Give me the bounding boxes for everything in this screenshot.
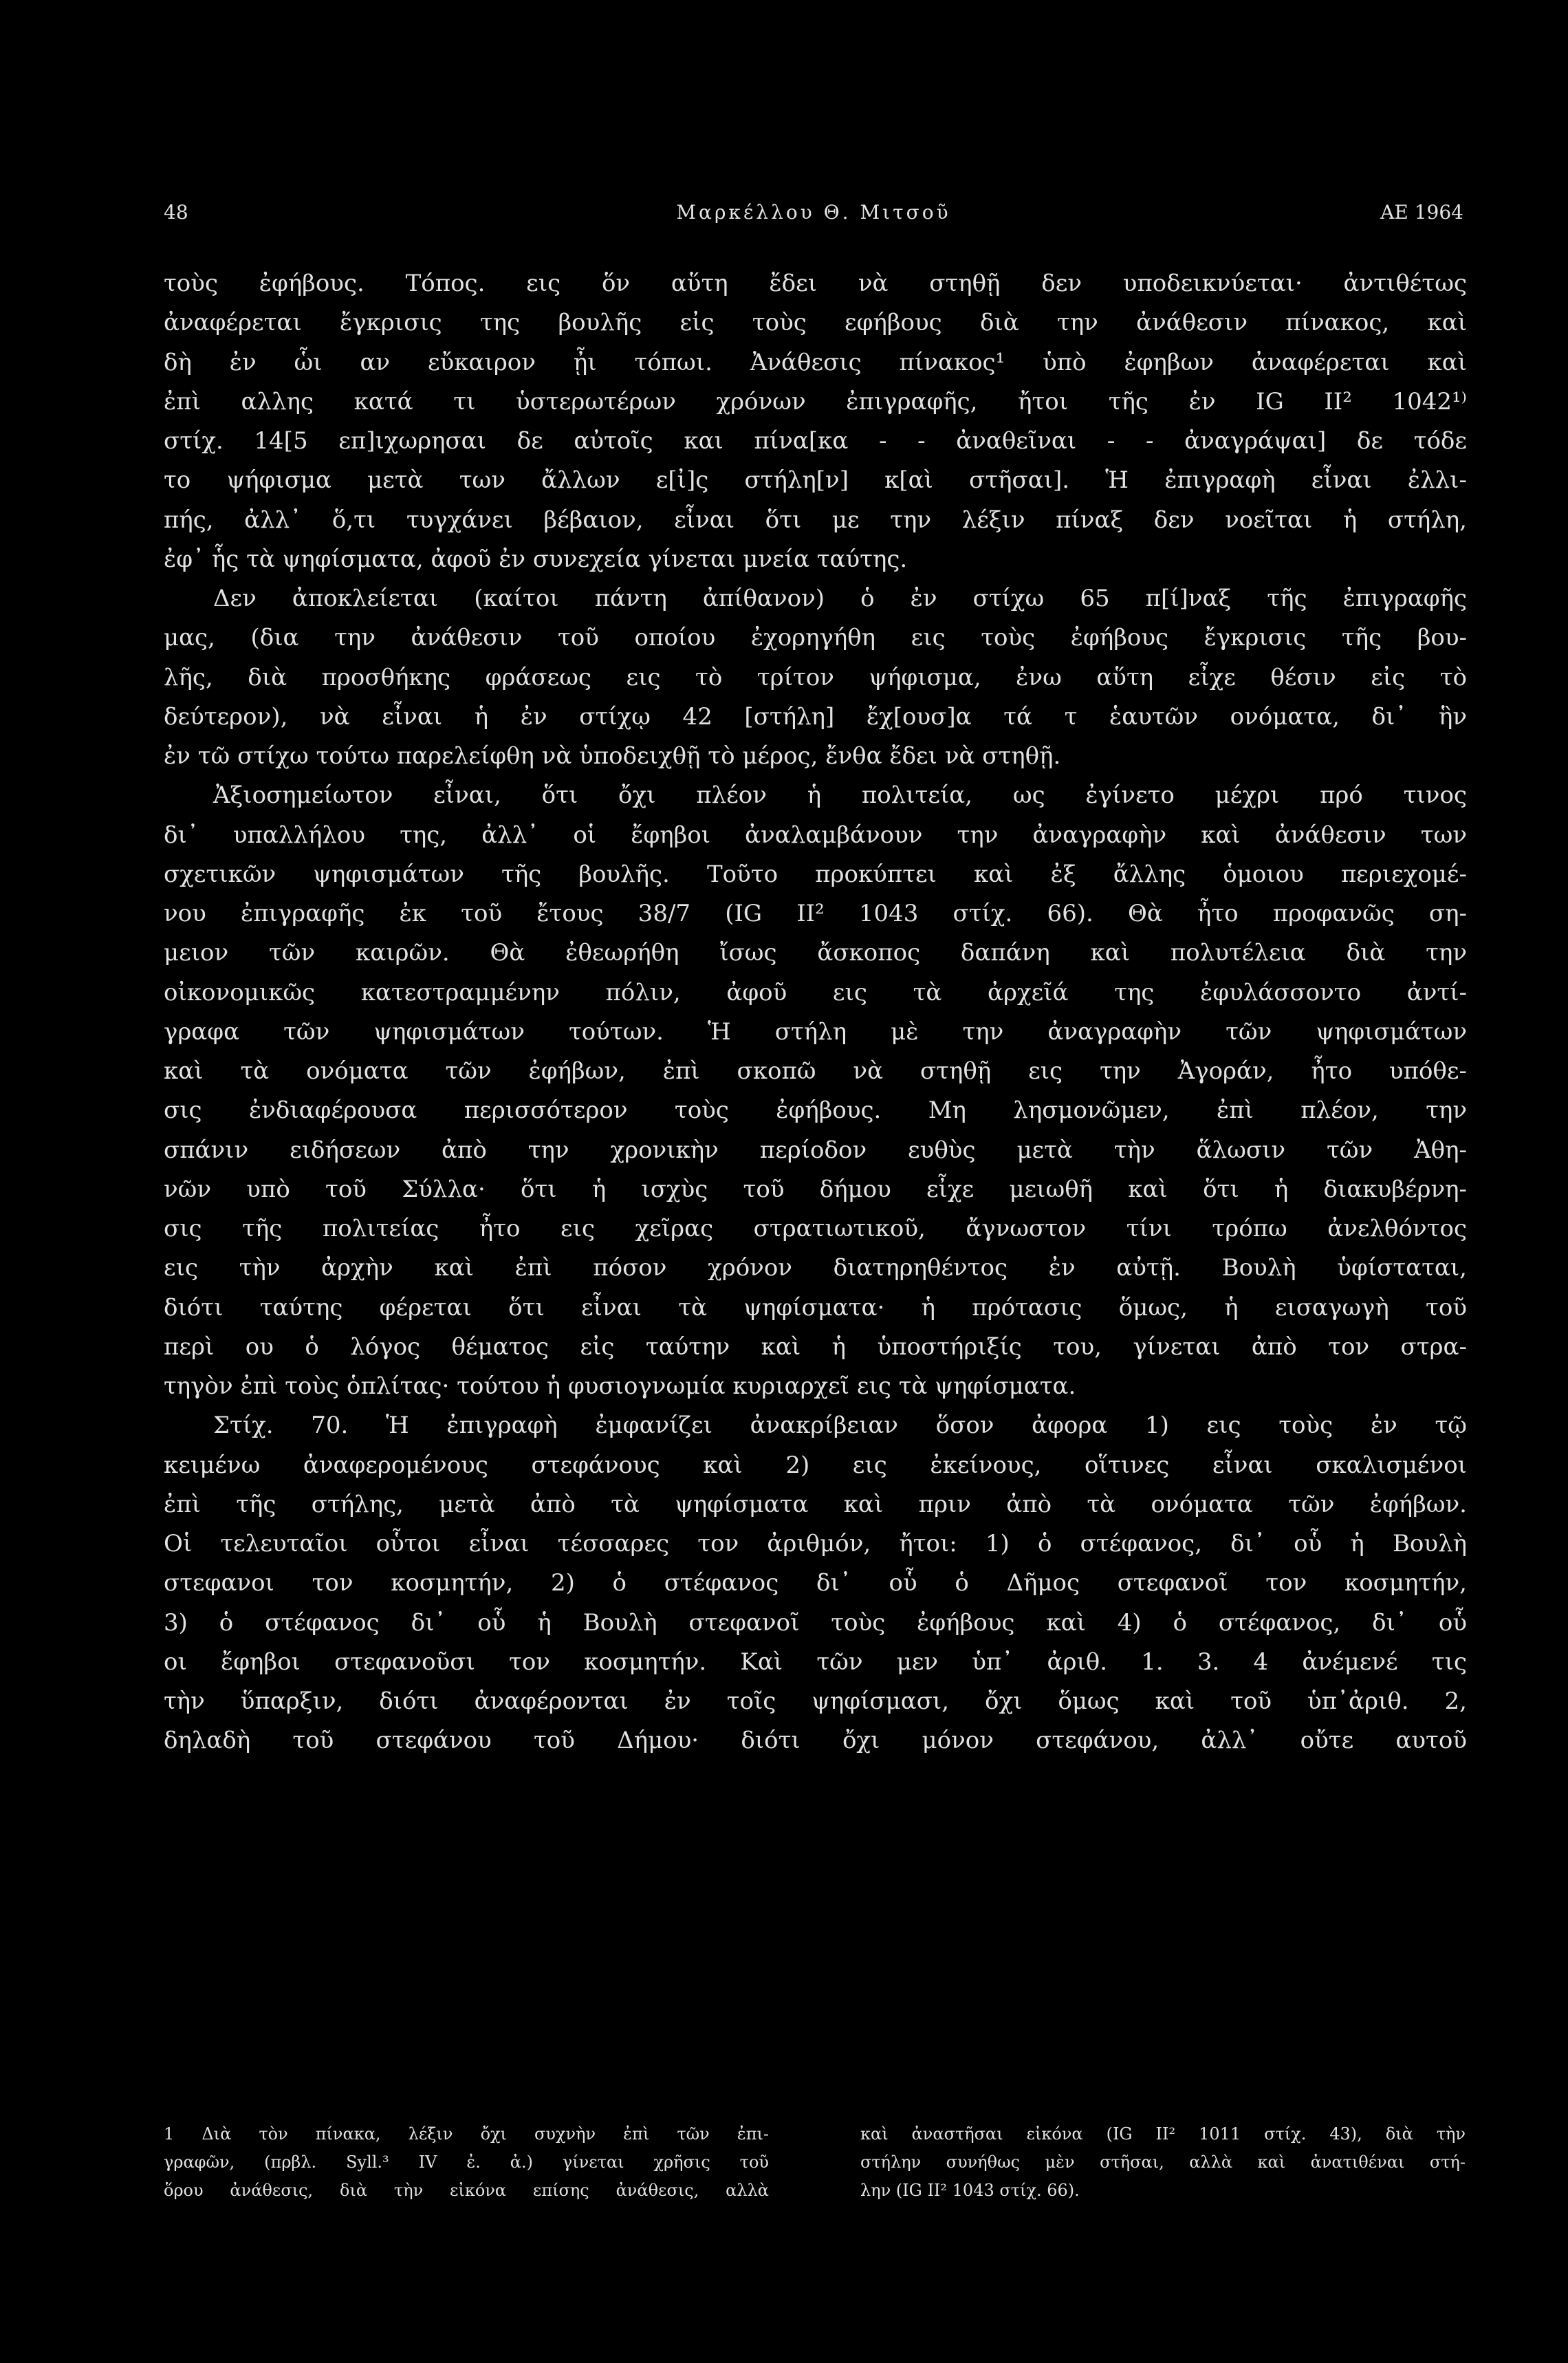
paragraph-start-line: Ἀξιοσημείωτον εἶναι, ὅτι ὄχι πλέον ἡ πολιτεία, ως ἐγίνετο μέχρι πρό τινος [213, 781, 1467, 810]
text-line: περὶ ου ὁ λόγος θέματος εἰς ταύτην καὶ ἡ ὑποστήριξίς του, γίνεται ἀπὸ τον στρα- [164, 1332, 1467, 1361]
running-title: Μαρκέλλου Θ. Μιτσοῦ [676, 201, 951, 224]
text-line: εις τὴν ἀρχὴν καὶ ἐπὶ πόσον χρόνον διατηρηθέντος ἐν αὐτῇ. Βουλὴ ὑφίσταται, [164, 1254, 1467, 1282]
text-line: στίχ. 14[5 επ]ιχωρησαι δε αὐτοῖς και πίνα[κα - - ἀναθεῖναι - - ἀναγράψαι] δε τόδε [164, 427, 1467, 455]
text-line: ἐν τῶ στίχω τούτω παρελείφθη νὰ ὑποδειχθῇ τὸ μέρος, ἔνθα ἔδει νὰ στηθῇ. [164, 742, 1061, 770]
footnote-line: ὅρου ἀνάθεσις, διὰ τὴν εἰκόνα επίσης ἀνάθεσις, αλλὰ [164, 2181, 769, 2200]
text-line: στεφανοι τον κοσμητήν, 2) ὁ στέφανος δι᾽ οὗ ὁ Δῆμος στεφανοῖ τον κοσμητήν, [164, 1569, 1467, 1597]
text-line: οἰκονομικῶς κατεστραμμένην πόλιν, ἀφοῦ εις τὰ ἀρχεῖά της ἐφυλάσσοντο ἀντί- [164, 978, 1467, 1006]
text-line: ἐπὶ τῆς στήλης, μετὰ ἀπὸ τὰ ψηφίσματα καὶ πριν ἀπὸ τὰ ονόματα τῶν ἐφήβων. [164, 1490, 1467, 1518]
text-line: 3) ὁ στέφανος δι᾽ οὗ ἡ Βουλὴ στεφανοῖ τοὺς ἐφήβους καὶ 4) ὁ στέφανος, δι᾽ οὗ [164, 1608, 1467, 1637]
paragraph-start-line: Δεν ἀποκλείεται (καίτοι πάντη ἀπίθανον) ὁ ἐν στίχω 65 π[ί]ναξ τῆς ἐπιγραφῆς [213, 585, 1467, 612]
text-line: το ψήφισμα μετὰ των ἄλλων ε[ἰ]ς στήλη[ν] κ[αὶ στῆσαι]. Ἡ ἐπιγραφὴ εἶναι ἐλλι- [164, 466, 1467, 495]
text-line: κειμένω ἀναφερομένους στεφάνους καὶ 2) εις ἐκείνους, οἵτινες εἶναι σκαλισμένοι [164, 1451, 1467, 1479]
footnotes [164, 2120, 1467, 2258]
text-line: σπάνιν ειδήσεων ἀπὸ την χρονικὴν περίοδον ευθὺς μετὰ τὴν ἅλωσιν τῶν Ἀθη- [164, 1136, 1467, 1164]
text-line: δεύτερον), νὰ εἶναι ἡ ἐν στίχῳ 42 [στήλη] ἔχ[ουσ]α τά τ ἑαυτῶν ονόματα, δι᾽ ἣν [164, 702, 1467, 731]
text-line: ἐφ᾽ ἧς τὰ ψηφίσματα, ἀφοῦ ἐν συνεχεία γίνεται μνεία ταύτης. [164, 545, 908, 573]
main-text [164, 264, 1467, 1761]
footnote-line: 1 Διὰ τὸν πίνακα, λέξιν ὄχι συχνὴν ἐπὶ τῶν ἐπι- [164, 2124, 769, 2144]
text-line: γραφα τῶν ψηφισμάτων τούτων. Ἡ στήλη μὲ την ἀναγραφὴν τῶν ψηφισμάτων [164, 1017, 1467, 1046]
footnote-line: λην (IG II² 1043 στίχ. 66). [860, 2181, 1080, 2200]
text-line: οι ἔφηβοι στεφανοῦσι τον κοσμητήν. Καὶ τῶν μεν ὑπ᾽ ἀριθ. 1. 3. 4 ἀνέμενέ τις [164, 1648, 1467, 1676]
text-line: τοὺς ἐφήβους. Τόπος. εις ὅν αὕτη ἔδει νὰ στηθῇ δεν υποδεικνύεται· ἀντιθέτως [164, 270, 1467, 297]
text-line: ἐπὶ αλλης κατά τι ὑστερωτέρων χρόνων ἐπιγραφῆς, ἤτοι τῆς ἐν IG II² 1042¹⁾ [164, 387, 1467, 416]
text-line: νῶν υπὸ τοῦ Σύλλα· ὅτι ἡ ισχὺς τοῦ δήμου εἶχε μειωθῆ καὶ ὅτι ἡ διακυβέρνη- [164, 1175, 1467, 1203]
text-line: μας, (δια την ἀνάθεσιν τοῦ οποίου ἐχορηγήθη εις τοὺς ἐφήβους ἔγκρισις τῆς βου- [164, 624, 1467, 652]
text-line: νου ἐπιγραφῆς ἐκ τοῦ ἔτους 38/7 (IG II² 1043 στίχ. 66). Θὰ ἦτο προφανῶς ση- [164, 900, 1467, 927]
footnote-line: γραφῶν, (πρβλ. Syll.³ IV ἐ. ἀ.) γίνεται χρῆσις τοῦ [164, 2152, 769, 2172]
text-line: λῆς, διὰ προσθήκης φράσεως εις τὸ τρίτον ψήφισμα, ἐνω αὕτη εἶχε θέσιν εἰς τὸ [164, 663, 1467, 691]
text-line: τὴν ὕπαρξιν, διότι ἀναφέρονται ἐν τοῖς ψηφίσμασι, ὄχι ὅμως καὶ τοῦ ὑπ᾽ἀριθ. 2, [164, 1687, 1467, 1715]
footnote-line: στήλην συνήθως μὲν στῆσαι, αλλὰ καὶ ἀνατιθέναι στή- [860, 2152, 1466, 2172]
journal-reference: ΑΕ 1964 [1380, 201, 1463, 224]
text-line: καὶ τὰ ονόματα τῶν ἐφήβων, ἐπὶ σκοπῶ νὰ στηθῇ εις την Ἀγοράν, ἦτο υπόθε- [164, 1057, 1467, 1085]
text-line: μειον τῶν καιρῶν. Θὰ ἐθεωρήθη ἴσως ἄσκοπος δαπάνη καὶ πολυτέλεια διὰ την [164, 939, 1467, 967]
text-line: σις τῆς πολιτείας ἦτο εις χεῖρας στρατιωτικοῦ, ἄγνωστον τίνι τρόπω ἀνελθόντος [164, 1215, 1467, 1242]
paragraph-start-line: Στίχ. 70. Ἡ ἐπιγραφὴ ἐμφανίζει ἀνακρίβειαν ὅσον ἀφορα 1) εις τοὺς ἐν τῷ [213, 1412, 1467, 1440]
footnote-line: καὶ ἀναστῆσαι εἰκόνα (IG II² 1011 στίχ. 43), διὰ τὴν [860, 2124, 1466, 2144]
text-line: σις ἐνδιαφέρουσα περισσότερον τοὺς ἐφήβους. Μη λησμονῶμεν, ἐπὶ πλέον, την [164, 1097, 1467, 1125]
text-line: τηγὸν ἐπὶ τοὺς ὁπλίτας· τούτου ἡ φυσιογνωμία κυριαρχεῖ εις τὰ ψηφίσματα. [164, 1372, 1076, 1400]
text-line: διότι ταύτης φέρεται ὅτι εἶναι τὰ ψηφίσματα· ἡ πρότασις ὅμως, ἡ εισαγωγὴ τοῦ [164, 1293, 1467, 1321]
text-line: σχετικῶν ψηφισμάτων τῆς βουλῆς. Τοῦτο προκύπτει καὶ ἐξ ἄλλης ὁμοιου περιεχομέ- [164, 860, 1467, 888]
footnote-column-left [164, 2120, 769, 2205]
footnote-column-right [860, 2120, 1466, 2205]
text-line: ἀναφέρεται ἔγκρισις της βουλῆς εἰς τοὺς εφήβους διὰ την ἀνάθεσιν πίνακος, καὶ [164, 309, 1467, 337]
page-number: 48 [164, 201, 188, 224]
text-line: δὴ ἐν ὧι αν εὔκαιρον ᾖι τόπωι. Ἀνάθεσις πίνακος¹ ὑπὸ ἐφηβων ἀναφέρεται καὶ [164, 348, 1467, 376]
text-line: δι᾽ υπαλλήλου της, ἀλλ᾽ οἱ ἔφηβοι ἀναλαμβάνουν την ἀναγραφὴν καὶ ἀνάθεσιν των [164, 821, 1467, 849]
page-header [164, 201, 1463, 228]
text-line: Οἱ τελευταῖοι οὗτοι εἶναι τέσσαρες τον ἀριθμόν, ἤτοι: 1) ὁ στέφανος, δι᾽ οὗ ἡ Βουλὴ [164, 1530, 1467, 1557]
text-line: δηλαδὴ τοῦ στεφάνου τοῦ Δήμου· διότι ὄχι μόνον στεφάνου, ἀλλ᾽ οὔτε αυτοῦ [164, 1727, 1467, 1755]
text-line: πής, ἀλλ᾽ ὅ,τι τυγχάνει βέβαιον, εἶναι ὅτι με την λέξιν πίναξ δεν νοεῖται ἡ στήλη, [164, 506, 1467, 534]
